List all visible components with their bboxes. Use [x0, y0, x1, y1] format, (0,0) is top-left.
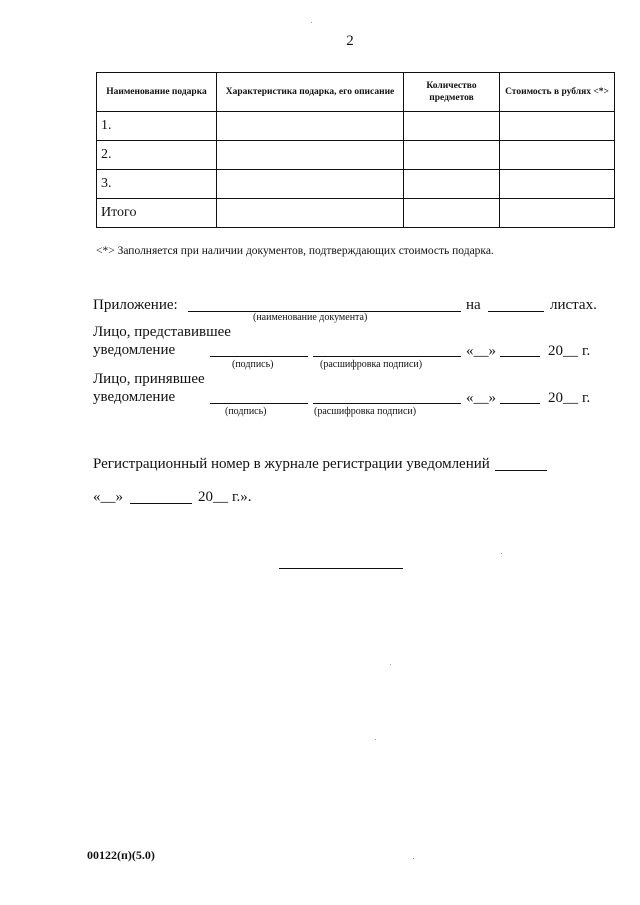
- scan-speck: [413, 858, 414, 859]
- scan-speck: [375, 739, 376, 740]
- cost-cell[interactable]: [500, 141, 615, 170]
- cost-cell[interactable]: [500, 199, 615, 228]
- table-row: [97, 141, 615, 170]
- table-row: [97, 170, 615, 199]
- received-transcript-caption: (расшифровка подписи): [314, 406, 417, 417]
- description-cell[interactable]: [217, 170, 404, 199]
- registration-day-field[interactable]: «__»: [93, 489, 123, 505]
- quantity-cell[interactable]: [404, 170, 500, 199]
- closing-separator: [279, 568, 403, 569]
- header-gift-description: Характеристика подарка, его описание: [217, 73, 404, 112]
- received-transcript-field[interactable]: [313, 403, 461, 404]
- table-row-total: [97, 199, 615, 228]
- submitted-signature-field[interactable]: [210, 356, 308, 357]
- registration-label: Регистрационный номер в журнале регистрации уведомлений: [93, 456, 490, 472]
- table-row: [97, 112, 615, 141]
- quantity-cell[interactable]: [404, 199, 500, 228]
- received-by-label-2: уведомление: [93, 389, 176, 405]
- scan-speck: [390, 664, 391, 665]
- submitted-year-field[interactable]: 20__: [548, 343, 578, 359]
- received-year-suffix: г.: [582, 390, 591, 406]
- received-year-field[interactable]: 20__: [548, 390, 578, 406]
- cost-cell[interactable]: [500, 112, 615, 141]
- attachment-caption: (наименование документа): [253, 312, 368, 323]
- description-cell[interactable]: [217, 141, 404, 170]
- description-cell[interactable]: [217, 199, 404, 228]
- row-label: 1.: [97, 112, 217, 141]
- registration-month-field[interactable]: [130, 503, 192, 504]
- submitted-transcript-caption: (расшифровка подписи): [320, 359, 423, 370]
- row-label: 2.: [97, 141, 217, 170]
- description-cell[interactable]: [217, 112, 404, 141]
- header-gift-name: Наименование подарка: [97, 73, 217, 112]
- submitted-day-field[interactable]: «__»: [466, 343, 496, 359]
- received-month-field[interactable]: [500, 403, 540, 404]
- attachment-label: Приложение:: [93, 297, 178, 313]
- footnote: <*> Заполняется при наличии документов, подтверждающих стоимость подарка.: [96, 245, 494, 257]
- received-by-label: Лицо, принявшее: [93, 371, 205, 387]
- table-header-row: [97, 73, 615, 112]
- quantity-cell[interactable]: [404, 141, 500, 170]
- attachment-sheets-label: листах.: [550, 297, 597, 313]
- gift-table: [96, 72, 615, 228]
- registration-number-field[interactable]: [495, 470, 547, 471]
- footer-code: 00122(п)(5.0): [87, 848, 155, 862]
- submitted-signature-caption: (подпись): [232, 359, 274, 370]
- quantity-cell[interactable]: [404, 112, 500, 141]
- received-signature-caption: (подпись): [225, 406, 267, 417]
- submitted-by-label-2: уведомление: [93, 342, 176, 358]
- cost-cell[interactable]: [500, 170, 615, 199]
- header-cost: Стоимость в рублях <*>: [500, 73, 615, 112]
- attachment-sheets-field[interactable]: [488, 311, 544, 312]
- received-signature-field[interactable]: [210, 403, 308, 404]
- submitted-year-suffix: г.: [582, 343, 591, 359]
- scan-speck: [501, 553, 502, 554]
- registration-year-suffix: г.».: [232, 489, 252, 505]
- submitted-by-label: Лицо, представившее: [93, 324, 231, 340]
- received-day-field[interactable]: «__»: [466, 390, 496, 406]
- attachment-on-label: на: [466, 297, 481, 313]
- page-number: 2: [346, 33, 354, 49]
- submitted-transcript-field[interactable]: [313, 356, 461, 357]
- row-label-total: Итого: [97, 199, 217, 228]
- header-quantity: Количество предметов: [404, 73, 500, 112]
- row-label: 3.: [97, 170, 217, 199]
- submitted-month-field[interactable]: [500, 356, 540, 357]
- registration-year-field[interactable]: 20__: [198, 489, 228, 505]
- scan-speck: [311, 22, 312, 23]
